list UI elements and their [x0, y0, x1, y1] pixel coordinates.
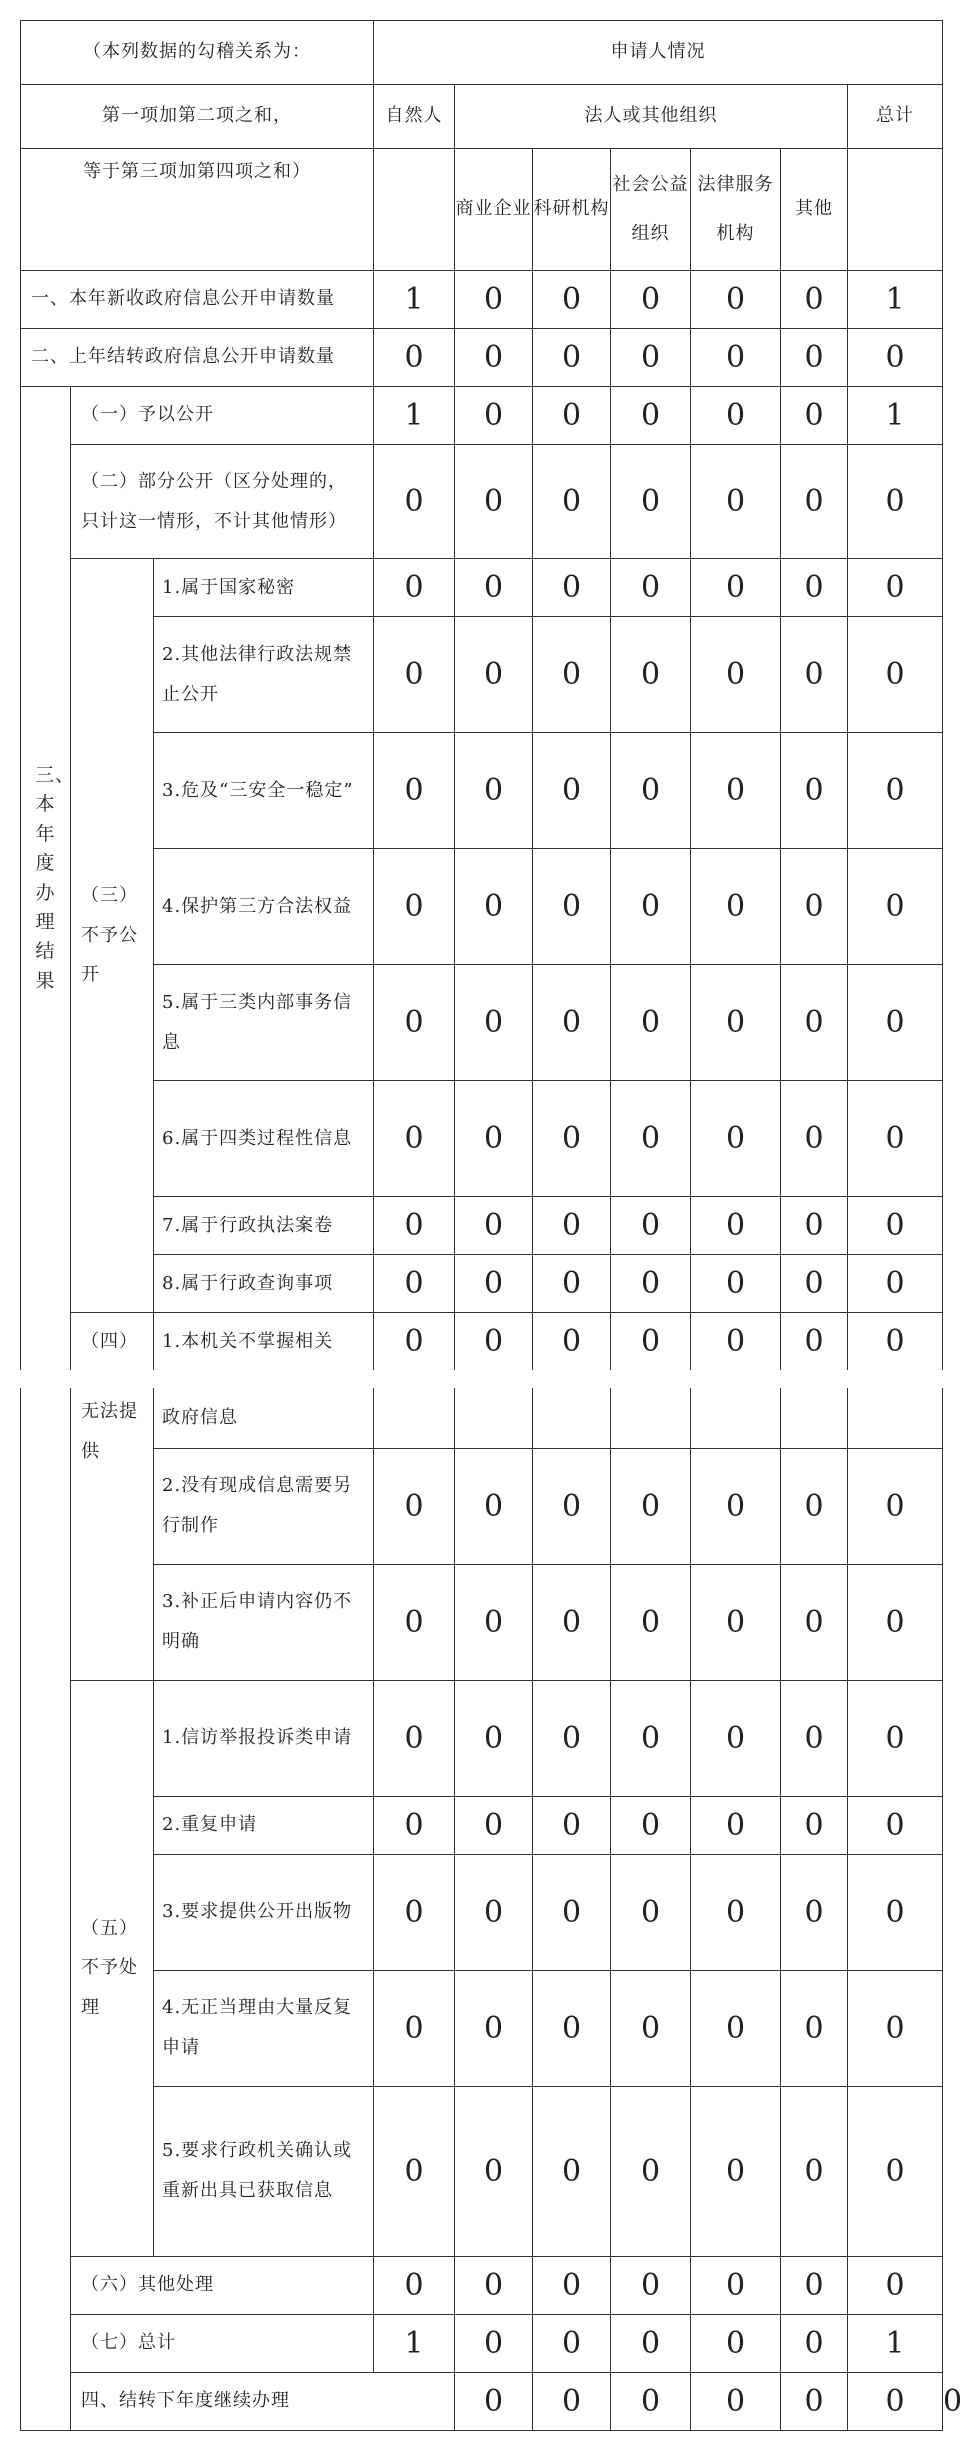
value-cell: 0: [848, 1970, 943, 2086]
value-cell: 0: [611, 1970, 691, 2086]
value-cell: 0: [455, 329, 533, 387]
value-cell: 0: [691, 387, 781, 445]
value-cell: [781, 1388, 848, 1448]
value-cell: 0: [691, 559, 781, 617]
row-label: 3.要求提供公开出版物: [154, 1854, 374, 1970]
value-cell: 0: [374, 1564, 455, 1680]
value-cell: 1: [374, 387, 455, 445]
value-cell: 0: [533, 2256, 611, 2314]
table-row: [21, 1680, 943, 1796]
value-cell: 0: [691, 733, 781, 849]
value-cell: 0: [611, 1081, 691, 1197]
other-header: 其他: [781, 149, 848, 271]
row-label: 政府信息: [154, 1388, 374, 1448]
table-row: [21, 559, 943, 617]
table-row: [21, 1388, 943, 1448]
value-cell: 0: [848, 1448, 943, 1564]
value-cell: 0: [781, 1564, 848, 1680]
value-cell: 0: [455, 2314, 533, 2372]
value-cell: 0: [781, 445, 848, 559]
table-row: [21, 2086, 943, 2256]
value-cell: 0: [611, 1854, 691, 1970]
value-cell: 0: [533, 2372, 611, 2430]
value-cell: [533, 1388, 611, 1448]
header-table-top: [20, 20, 943, 149]
note-line3: 等于第三项加第四项之和）: [21, 149, 374, 271]
value-cell: 0: [691, 1081, 781, 1197]
value-cell: 0: [781, 617, 848, 733]
value-cell: 0: [533, 2314, 611, 2372]
value-cell: 0: [374, 1197, 455, 1255]
value-cell: 0: [455, 1255, 533, 1313]
value-cell: [455, 1388, 533, 1448]
value-cell: 0: [848, 1854, 943, 1970]
value-cell: 0: [848, 1081, 943, 1197]
value-cell: 0: [691, 2086, 781, 2256]
value-cell: 0: [781, 329, 848, 387]
value-cell: 0: [611, 2372, 691, 2430]
value-cell: 0: [455, 1564, 533, 1680]
value-cell: 0: [533, 2086, 611, 2256]
value-cell: 0: [781, 271, 848, 329]
value-cell: 0: [374, 1680, 455, 1796]
value-cell: 0: [374, 849, 455, 965]
value-cell: 0: [611, 387, 691, 445]
value-cell: 0: [691, 2314, 781, 2372]
value-cell: 0: [848, 1680, 943, 1796]
value-cell: 0: [691, 617, 781, 733]
value-cell: 0: [781, 1081, 848, 1197]
value-cell: 0: [611, 559, 691, 617]
table-row: [21, 329, 943, 387]
value-cell: 0: [374, 1448, 455, 1564]
value-cell: 0: [781, 2256, 848, 2314]
row-label: 5.要求行政机关确认或重新出具已获取信息: [154, 2086, 374, 2256]
table-row: [21, 1255, 943, 1313]
value-cell: 0: [533, 1796, 611, 1854]
value-cell: 0: [533, 1680, 611, 1796]
value-cell: 0: [691, 1448, 781, 1564]
legal-org-header: 法人或其他组织: [455, 85, 848, 149]
value-cell: 0: [848, 445, 943, 559]
value-cell: 0: [611, 1448, 691, 1564]
value-cell: 0: [781, 849, 848, 965]
value-cell: 0: [611, 1313, 691, 1371]
value-cell: 0: [455, 1796, 533, 1854]
value-cell: 0: [374, 2256, 455, 2314]
row-label: 7.属于行政执法案卷: [154, 1197, 374, 1255]
value-cell: 1: [848, 2314, 943, 2372]
value-cell: 0: [533, 445, 611, 559]
row-label: （二）部分公开（区分处理的，只计这一情形，不计其他情形）: [71, 445, 374, 559]
value-cell: 0: [611, 617, 691, 733]
value-cell: 0: [455, 2372, 533, 2430]
value-cell: 0: [781, 965, 848, 1081]
value-cell: 0: [533, 329, 611, 387]
value-cell: 0: [848, 617, 943, 733]
table-row: [21, 1197, 943, 1255]
table-row: 四、结转下年度继续办理 0 0 0 0 0 0 0: [21, 2372, 943, 2430]
note-line2: 第一项加第二项之和，: [21, 85, 374, 149]
main-table: [20, 148, 943, 1370]
value-cell: 0: [691, 1313, 781, 1371]
value-cell: 0: [455, 1854, 533, 1970]
row-label: 2.重复申请: [154, 1796, 374, 1854]
value-cell: 0: [374, 1255, 455, 1313]
row-label: 1.属于国家秘密: [154, 559, 374, 617]
value-cell: 0: [455, 1313, 533, 1371]
section-3-continuation: [21, 1388, 71, 2430]
value-cell: 0: [455, 2256, 533, 2314]
value-cell: 0: [533, 617, 611, 733]
row-label: 1.信访举报投诉类申请: [154, 1680, 374, 1796]
value-cell: 1: [374, 271, 455, 329]
value-cell: 0: [611, 2086, 691, 2256]
table-row: [21, 445, 943, 559]
value-cell: 0: [848, 2372, 943, 2430]
value-cell: 0: [374, 1854, 455, 1970]
value-cell: [848, 1388, 943, 1448]
total-cell: [848, 149, 943, 271]
applicant-header: 申请人情况: [374, 21, 943, 85]
value-cell: 0: [374, 733, 455, 849]
value-cell: 0: [374, 1970, 455, 2086]
value-cell: 0: [533, 1081, 611, 1197]
row-label: 一、本年新收政府信息公开申请数量: [21, 271, 374, 329]
value-cell: 0: [455, 445, 533, 559]
value-cell: 0: [455, 965, 533, 1081]
row-label: 3.补正后申请内容仍不明确: [154, 1564, 374, 1680]
legal-service-header: 法律服务机构: [691, 149, 781, 271]
value-cell: 0: [691, 1255, 781, 1313]
value-cell: 0: [374, 1796, 455, 1854]
value-cell: 0: [691, 849, 781, 965]
row-label: 3.危及“三安全一稳定”: [154, 733, 374, 849]
table-row: [21, 617, 943, 733]
value-cell: 0: [781, 2314, 848, 2372]
value-cell: 0: [455, 1448, 533, 1564]
table-row: [21, 2314, 943, 2372]
row-label: 1.本机关不掌握相关: [154, 1313, 374, 1371]
value-cell: 0: [455, 559, 533, 617]
value-cell: 0: [781, 1854, 848, 1970]
table-row: [21, 1970, 943, 2086]
group-4-label-part2: 无法提供: [71, 1388, 154, 1680]
value-cell: 0: [691, 1564, 781, 1680]
value-cell: 0: [611, 329, 691, 387]
value-cell: 0: [611, 1680, 691, 1796]
value-cell: 0: [691, 1970, 781, 2086]
total-header: 总计: [848, 85, 943, 149]
table-row: [21, 1313, 943, 1371]
value-cell: 0: [533, 1564, 611, 1680]
value-cell: 0: [691, 445, 781, 559]
table-row: [21, 1081, 943, 1197]
value-cell: 0: [455, 387, 533, 445]
group-5-label: （五）不予处理: [71, 1680, 154, 2256]
value-cell: 0: [533, 1197, 611, 1255]
value-cell: 0: [533, 1313, 611, 1371]
value-cell: 0: [848, 329, 943, 387]
value-cell: 0: [781, 1680, 848, 1796]
value-cell: 0: [533, 1448, 611, 1564]
table-row: [21, 1448, 943, 1564]
row-label: 6.属于四类过程性信息: [154, 1081, 374, 1197]
row-label: 二、上年结转政府信息公开申请数量: [21, 329, 374, 387]
table-row: [21, 733, 943, 849]
value-cell: 0: [781, 1970, 848, 2086]
value-cell: 0: [691, 1680, 781, 1796]
row-label: （七）总计: [71, 2314, 374, 2372]
value-cell: 0: [533, 965, 611, 1081]
value-cell: 0: [848, 2256, 943, 2314]
value-cell: 0: [781, 1197, 848, 1255]
value-cell: 0: [611, 271, 691, 329]
value-cell: 0: [455, 617, 533, 733]
table-row: [21, 2256, 943, 2314]
section-3-label: 三、本年度办理结果: [21, 387, 71, 1371]
row-label: 5.属于三类内部事务信息: [154, 965, 374, 1081]
value-cell: 0: [533, 1255, 611, 1313]
value-cell: 0: [848, 1197, 943, 1255]
natural-person-header: 自然人: [374, 85, 455, 149]
row-label: 8.属于行政查询事项: [154, 1255, 374, 1313]
value-cell: 0: [533, 849, 611, 965]
row-label: 4.无正当理由大量反复申请: [154, 1970, 374, 2086]
value-cell: 0: [374, 559, 455, 617]
value-cell: 0: [533, 271, 611, 329]
value-cell: 0: [455, 1081, 533, 1197]
value-cell: 0: [533, 1854, 611, 1970]
value-cell: 0: [455, 2086, 533, 2256]
value-cell: 0: [533, 387, 611, 445]
group-3-label: （三）不予公开: [71, 559, 154, 1313]
value-cell: 0: [374, 329, 455, 387]
value-cell: 0: [611, 1796, 691, 1854]
research-header: 科研机构: [533, 149, 611, 271]
row-label: 四、结转下年度继续办理: [71, 2372, 455, 2430]
value-cell: 0: [691, 1854, 781, 1970]
value-cell: 0: [848, 1255, 943, 1313]
value-cell: 0: [691, 965, 781, 1081]
value-cell: 0: [374, 965, 455, 1081]
value-cell: 0: [781, 387, 848, 445]
value-cell: 0: [455, 1197, 533, 1255]
value-cell: 0: [611, 849, 691, 965]
value-cell: 0: [848, 1796, 943, 1854]
value-cell: [374, 1388, 455, 1448]
value-cell: 0: [455, 1970, 533, 2086]
value-cell: [691, 1388, 781, 1448]
group-4-label-part1: （四）: [71, 1313, 154, 1371]
value-cell: 0: [848, 849, 943, 965]
value-cell: 0: [611, 2314, 691, 2372]
value-cell: 1: [374, 2314, 455, 2372]
table-row: [21, 387, 943, 445]
row-label: 2.其他法律行政法规禁止公开: [154, 617, 374, 733]
table-row: [21, 1796, 943, 1854]
value-cell: 0: [781, 2372, 848, 2430]
value-cell: 0: [455, 271, 533, 329]
natural-person-cell: [374, 149, 455, 271]
row-label: 4.保护第三方合法权益: [154, 849, 374, 965]
value-cell: 0: [781, 1313, 848, 1371]
value-cell: 0: [781, 1255, 848, 1313]
value-cell: 0: [611, 2256, 691, 2314]
value-cell: 0: [374, 2086, 455, 2256]
value-cell: 0: [848, 1313, 943, 1371]
row-label: （六）其他处理: [71, 2256, 374, 2314]
row-label: （一）予以公开: [71, 387, 374, 445]
value-cell: 0: [781, 2086, 848, 2256]
row-label: 2.没有现成信息需要另行制作: [154, 1448, 374, 1564]
value-cell: 0: [455, 849, 533, 965]
commercial-header: 商业企业: [455, 149, 533, 271]
value-cell: 1: [848, 387, 943, 445]
continuation-table: [20, 1388, 962, 2431]
value-cell: 0: [848, 2086, 943, 2256]
value-cell: 0: [611, 733, 691, 849]
value-cell: 0: [848, 965, 943, 1081]
value-cell: 0: [374, 445, 455, 559]
value-cell: 0: [455, 733, 533, 849]
value-cell: 0: [611, 1255, 691, 1313]
table-row: [21, 849, 943, 965]
table-row: [21, 1854, 943, 1970]
value-cell: 0: [848, 733, 943, 849]
value-cell: 0: [533, 1970, 611, 2086]
social-header: 社会公益组织: [611, 149, 691, 271]
value-cell: 0: [781, 733, 848, 849]
value-cell: 0: [691, 2372, 781, 2430]
value-cell: 0: [611, 445, 691, 559]
value-cell: 0: [691, 271, 781, 329]
value-cell: 0: [848, 559, 943, 617]
value-cell: 0: [533, 733, 611, 849]
value-cell: 0: [374, 1313, 455, 1371]
value-cell: 1: [848, 271, 943, 329]
value-cell: 0: [611, 1197, 691, 1255]
table-row: [21, 965, 943, 1081]
value-cell: 0: [691, 329, 781, 387]
value-cell: 0: [691, 1197, 781, 1255]
value-cell: 0: [781, 1448, 848, 1564]
value-cell: 0: [374, 1081, 455, 1197]
table-row: [21, 271, 943, 329]
value-cell: 0: [455, 1680, 533, 1796]
value-cell: 0: [691, 1796, 781, 1854]
table-row: [21, 1564, 943, 1680]
value-cell: 0: [611, 965, 691, 1081]
value-cell: [611, 1388, 691, 1448]
value-cell: 0: [374, 617, 455, 733]
value-cell: 0: [611, 1564, 691, 1680]
value-cell: 0: [533, 559, 611, 617]
value-cell: 0: [781, 1796, 848, 1854]
value-cell: 0: [848, 1564, 943, 1680]
note-line1: （本列数据的勾稽关系为：: [21, 21, 374, 85]
value-cell: 0: [691, 2256, 781, 2314]
value-cell: 0: [781, 559, 848, 617]
